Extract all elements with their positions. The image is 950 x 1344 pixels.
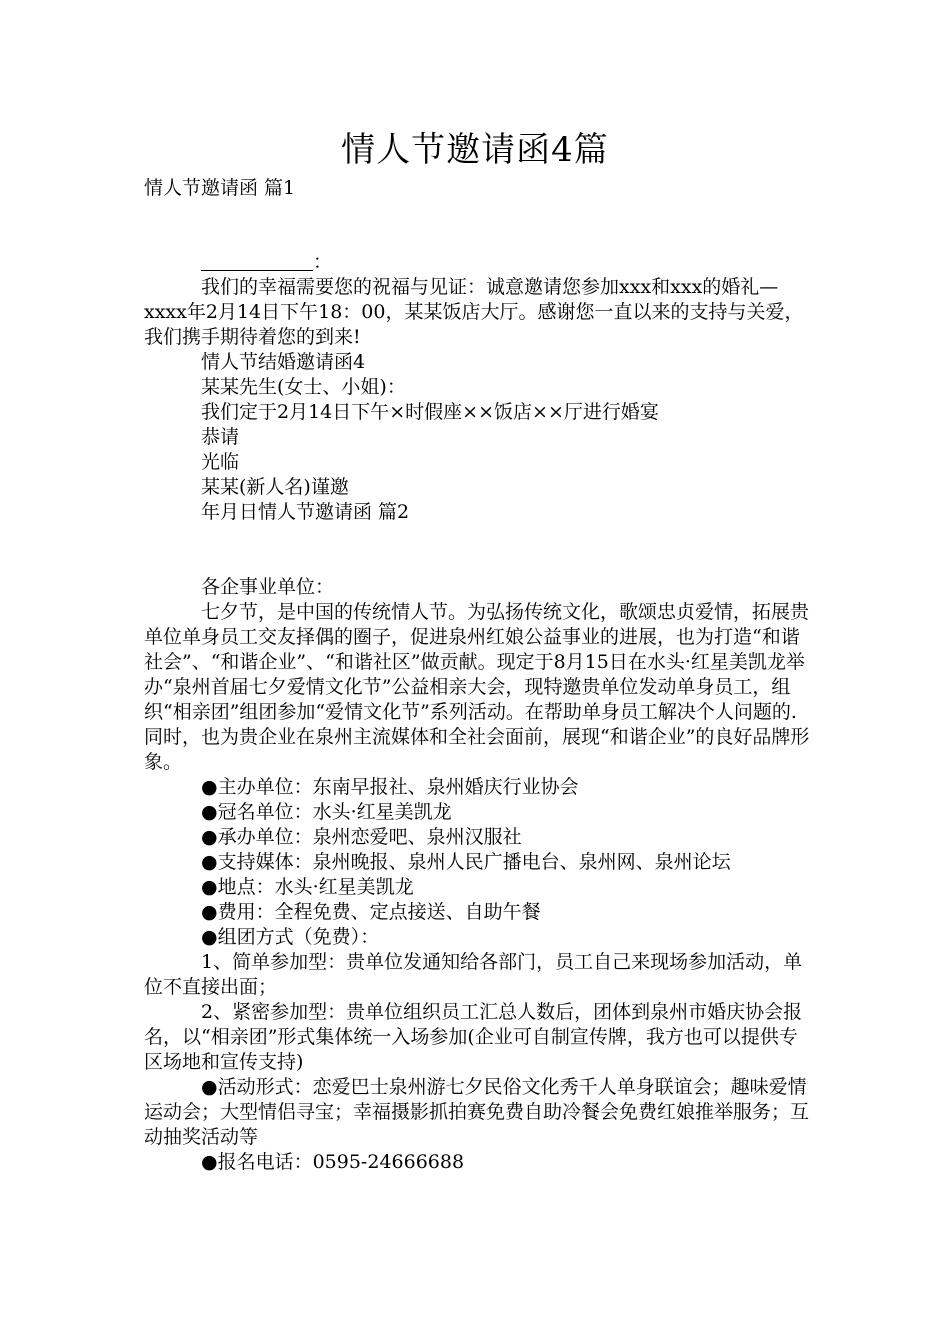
list-item: ●活动形式：恋爱巴士泉州游七夕民俗文化秀千人单身联谊会；趣味爱情运动会；大型情侣寻宝；幸福摄影抓拍赛免费自助冷餐会免费红娘推举服务；互动抽奖活动等 — [144, 1076, 810, 1148]
text-line: 某某先生(女士、小姐)： — [201, 376, 406, 398]
list-item: ●报名电话：0595-24666688 — [201, 1151, 465, 1173]
document-body — [144, 250, 812, 1175]
salutation-line — [144, 250, 812, 275]
text-line: 恭请 — [201, 426, 240, 448]
invitation-paragraph: 七夕节，是中国的传统情人节。为弘扬传统文化，歌颂忠贞爱情，拓展贵单位单身员工交友择偶的圈子，促进泉州红娘公益事业的进展，也为打造“和谐社会”、“和谐企业”、“和谐社区”做贡献。现定于8月15日在水头·红星美凯龙举办“泉州首届七夕爱情文化节”公益相亲大会，现特邀贵单位发动单身员工，组织“相亲团”组团参加“爱情文化节”系列活动。在帮助单身员工解决个人问题的.同时，也为贵企业在泉州主流媒体和全社会面前，展现“和谐企业”的良好品牌形象。 — [144, 601, 810, 773]
list-item: ●费用：全程免费、定点接送、自助午餐 — [201, 901, 541, 923]
list-item: ●组团方式（免费）： — [201, 926, 380, 948]
list-item: ●地点：水头·红星美凯龙 — [201, 876, 414, 898]
salutation-colon: ： — [313, 251, 333, 273]
spacer — [144, 525, 812, 575]
document-title: 情人节邀请函4篇 — [341, 130, 609, 170]
list-item: 2、紧密参加型：贵单位组织员工汇总人数后，团体到泉州市婚庆协会报名，以“相亲团”形式集体统一入场参加(企业可自制宣传牌，我方也可以提供专区场地和宣传支持) — [144, 1001, 803, 1073]
text-line: 我们定于2月14日下午×时假座××饭店××厅进行婚宴 — [201, 401, 659, 423]
list-item: 1、简单参加型：贵单位发通知给各部门，员工自己来现场参加活动，单位不直接出面； — [144, 951, 803, 998]
text-line: 某某(新人名)谨邀 — [201, 476, 349, 498]
list-item: ●承办单位：泉州恋爱吧、泉州汉服社 — [201, 826, 522, 848]
invitation-paragraph: 我们的幸福需要您的祝福与见证：诚意邀请您参加xxx和xxx的婚礼—xxxx年2月14日下午18：00，某某饭店大厅。感谢您一直以来的支持与关爱，我们携手期待着您的到来! — [144, 276, 804, 348]
list-item: ●冠名单位：水头·红星美凯龙 — [201, 801, 452, 823]
section-heading: 年月日情人节邀请函 篇2 — [201, 501, 410, 523]
text-line: 光临 — [201, 451, 240, 473]
list-item: ●主办单位：东南早报社、泉州婚庆行业协会 — [201, 776, 579, 798]
blank-underline — [201, 252, 313, 271]
salutation-line: 各企事业单位： — [201, 576, 335, 598]
section-heading: 情人节邀请函 篇1 — [144, 177, 296, 199]
text-line: 情人节结婚邀请函4 — [201, 351, 366, 373]
list-item: ●支持媒体：泉州晚报、泉州人民广播电台、泉州网、泉州论坛 — [201, 851, 731, 873]
